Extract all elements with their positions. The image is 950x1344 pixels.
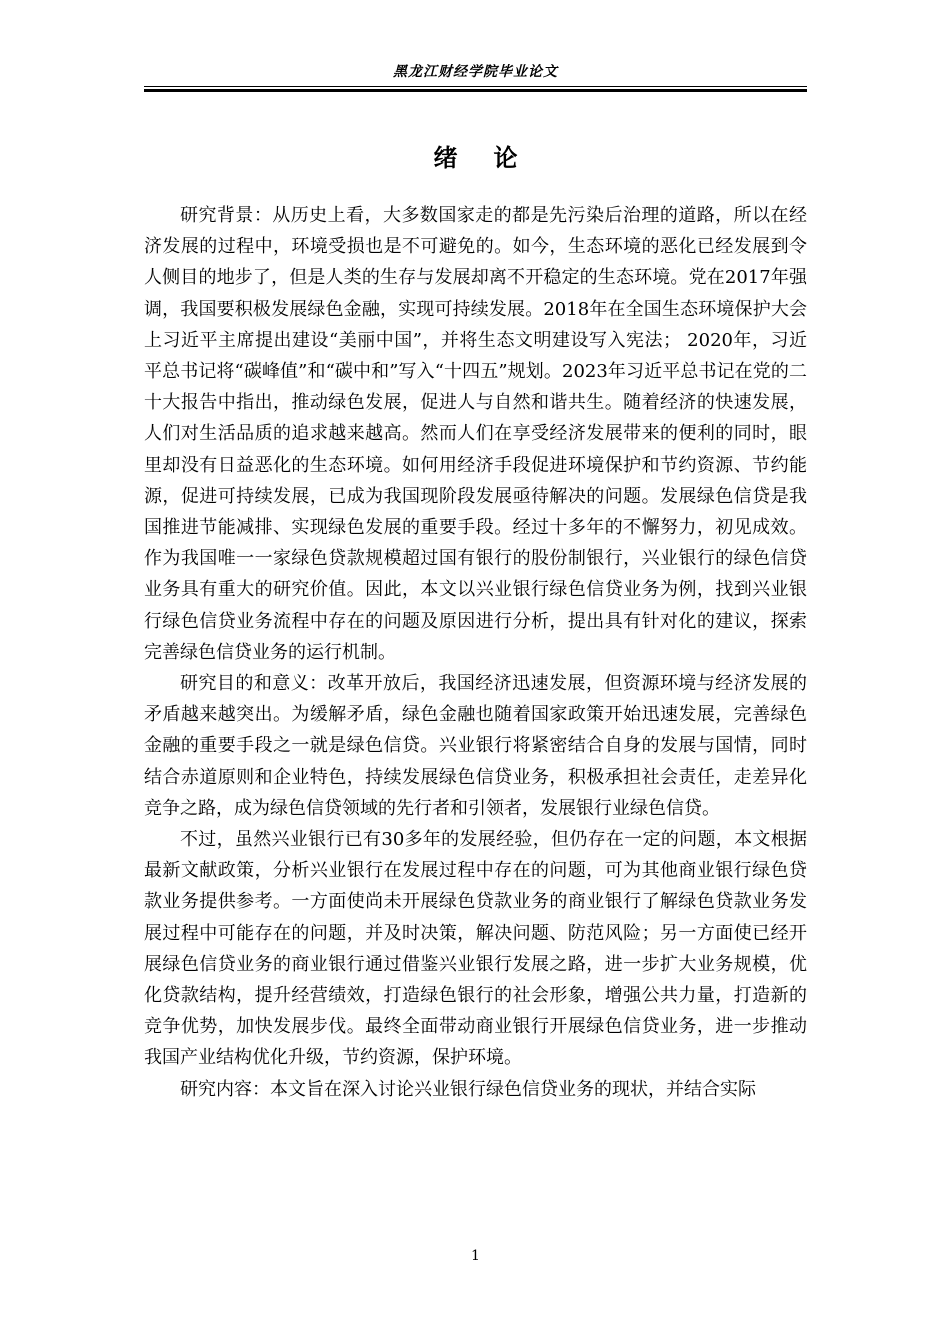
chapter-title: 绪论 xyxy=(433,143,554,172)
paragraph-content: 研究内容：本文旨在深入讨论兴业银行绿色信贷业务的现状，并结合实际 xyxy=(180,1078,756,1100)
header-rule-thin xyxy=(144,86,807,87)
paragraph-background: 研究背景：从历史上看，大多数国家走的都是先污染后治理的道路，所以在经济发展的过程中，环境受损也是不可避免的。如今，生态环境的恶化已经发展到令人侧目的地步了，但是人类的生存与发展却离不开稳定的生态环境。党在2017年强调，我国要积极发展绿色金融，实现可持续发展。2018年在全国生态环境保护大会上习近平主席提出建设“美丽中国”，并将生态文明建设写入宪法； 2020年，习近平总书记将“碳峰值”和“碳中和”写入“十四五”规划。2023年习近平总书记在党的二十大报告中指出，推动绿色发展，促进人与自然和谐共生。随着经济的快速发展，人们对生活品质的追求越来越高。然而人们在享受经济发展带来的便利的同时，眼里却没有日益恶化的生态环境。如何用经济手段促进环境保护和节约资源、节约能源，促进可持续发展，已成为我国现阶段发展亟待解决的问题。发展绿色信贷是我国推进节能减排、实现绿色发展的重要手段。经过十多年的不懈努力，初见成效。作为我国唯一一家绿色贷款规模超过国有银行的股份制银行，兴业银行的绿色信贷业务具有重大的研究价值。因此，本文以兴业银行绿色信贷业务为例，找到兴业银行绿色信贷业务流程中存在的问题及原因进行分析，提出具有针对化的建议，探索完善绿色信贷业务的运行机制。 xyxy=(144,205,807,663)
paragraph-significance: 不过，虽然兴业银行已有30多年的发展经验，但仍存在一定的问题，本文根据最新文献政策，分析兴业银行在发展过程中存在的问题，可为其他商业银行绿色贷款业务提供参考。一方面使尚未开展绿色贷款业务的商业银行了解绿色贷款业务发展过程中可能存在的问题，并及时决策，解决问题、防范风险；另一方面使已经开展绿色信贷业务的商业银行通过借鉴兴业银行发展之路，进一步扩大业务规模，优化贷款结构，提升经营绩效，打造绿色银行的社会形象，增强公共力量，打造新的竞争优势，加快发展步伐。最终全面带动商业银行开展绿色信贷业务，进一步推动我国产业结构优化升级，节约资源，保护环境。 xyxy=(144,829,807,1069)
header-rule-thick xyxy=(144,89,807,92)
paragraph-purpose: 研究目的和意义：改革开放后，我国经济迅速发展，但资源环境与经济发展的矛盾越来越突出。为缓解矛盾，绿色金融也随着国家政策开始迅速发展，完善绿色金融的重要手段之一就是绿色信贷。兴业银行将紧密结合自身的发展与国情，同时结合赤道原则和企业特色，持续发展绿色信贷业务，积极承担社会责任，走差异化竞争之路，成为绿色信贷领域的先行者和引领者，发展银行业绿色信贷。 xyxy=(144,673,807,819)
running-header: 黑龙江财经学院毕业论文 xyxy=(393,64,558,80)
page-number: 1 xyxy=(471,1248,480,1264)
body-text xyxy=(144,200,807,1105)
